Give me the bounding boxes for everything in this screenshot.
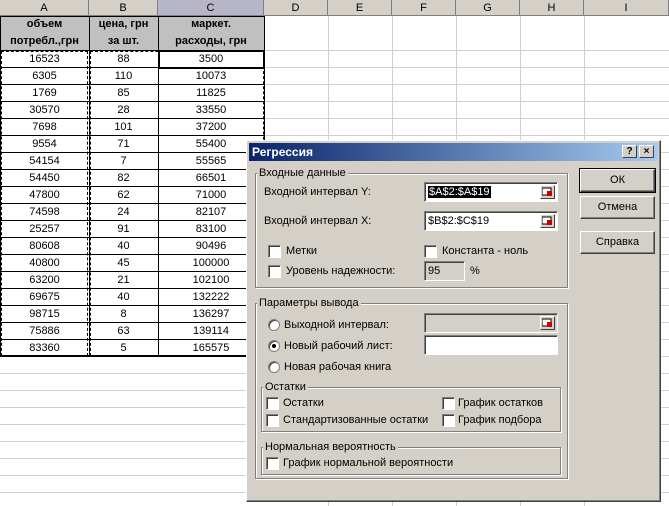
input-x-label: Входной интервал X:: [264, 215, 372, 227]
std-residuals-label[interactable]: Стандартизованные остатки: [283, 414, 429, 426]
header-cell-a[interactable]: [0, 16, 89, 50]
normal-group-label: Нормальная вероятность: [265, 441, 396, 453]
cell-a[interactable]: 25257: [0, 221, 89, 238]
cell-a[interactable]: 9554: [0, 136, 89, 153]
cell-a[interactable]: 7698: [0, 119, 89, 136]
labels-checkbox[interactable]: [268, 245, 281, 258]
cell-b[interactable]: 28: [89, 102, 158, 119]
cell-a[interactable]: 30570: [0, 102, 89, 119]
regression-dialog: [246, 140, 661, 502]
percent-label: %: [470, 265, 480, 277]
normal-plot-label[interactable]: График нормальной вероятности: [283, 457, 454, 469]
header-line: расходы, грн: [175, 35, 247, 47]
cell-c[interactable]: 82107: [158, 204, 264, 221]
output-range-field[interactable]: [424, 313, 558, 333]
cell-c[interactable]: 136297: [158, 306, 264, 323]
dialog-title: Регрессия: [252, 145, 313, 159]
cell-a[interactable]: 47800: [0, 187, 89, 204]
cell-b[interactable]: 71: [89, 136, 158, 153]
cell-c[interactable]: 66501: [158, 170, 264, 187]
residuals-group-label: Остатки: [265, 381, 306, 393]
constant-zero-label[interactable]: Константа - ноль: [442, 245, 529, 257]
table-border: [89, 16, 90, 356]
cell-c[interactable]: 139114: [158, 323, 264, 340]
cell-c[interactable]: 132222: [158, 289, 264, 306]
column-header-g[interactable]: G: [456, 0, 520, 16]
cell-b[interactable]: 45: [89, 255, 158, 272]
cell-b[interactable]: 110: [89, 68, 158, 85]
input-y-field[interactable]: [424, 182, 558, 202]
header-line: за шт.: [107, 35, 140, 47]
collapse-dialog-icon[interactable]: [540, 214, 555, 228]
confidence-field[interactable]: [424, 261, 465, 281]
column-header-a[interactable]: A: [0, 0, 89, 16]
header-cell-b[interactable]: [89, 16, 158, 50]
cell-c[interactable]: 37200: [158, 119, 264, 136]
cell-c[interactable]: 90496: [158, 238, 264, 255]
confidence-checkbox[interactable]: [268, 265, 281, 278]
cancel-button[interactable]: Отмена: [580, 196, 655, 219]
cell-b[interactable]: 40: [89, 238, 158, 255]
cell-c[interactable]: 10073: [158, 68, 264, 85]
cell-b[interactable]: 5: [89, 340, 158, 357]
column-header-c[interactable]: C: [158, 0, 264, 16]
header-line: объем: [26, 18, 63, 30]
header-line: маркет.: [191, 18, 231, 30]
close-icon[interactable]: ×: [639, 145, 654, 158]
ok-button[interactable]: ОК: [580, 169, 655, 192]
line-fit-label[interactable]: График подбора: [458, 414, 542, 426]
residual-plots-checkbox[interactable]: [442, 397, 455, 410]
line-fit-checkbox[interactable]: [442, 414, 455, 427]
column-header-i[interactable]: I: [584, 0, 669, 16]
cell-c[interactable]: 83100: [158, 221, 264, 238]
cell-c[interactable]: 165575: [158, 340, 264, 357]
cell-a[interactable]: 83360: [0, 340, 89, 357]
new-sheet-label[interactable]: Новый рабочий лист:: [284, 340, 393, 352]
help-button[interactable]: Справка: [580, 231, 655, 254]
table-border: [0, 50, 265, 51]
table-border: [158, 16, 159, 356]
collapse-dialog-icon[interactable]: [540, 185, 555, 199]
residuals-checkbox[interactable]: [266, 397, 279, 410]
header-line: потребл.,грн: [10, 35, 79, 47]
cell-c[interactable]: 33550: [158, 102, 264, 119]
normal-plot-checkbox[interactable]: [266, 457, 279, 470]
cell-b[interactable]: 7: [89, 153, 158, 170]
cell-c[interactable]: 102100: [158, 272, 264, 289]
collapse-dialog-icon[interactable]: [540, 316, 555, 330]
cell-b[interactable]: 62: [89, 187, 158, 204]
input-group-label: Входные данные: [259, 167, 346, 179]
output-range-label[interactable]: Выходной интервал:: [284, 319, 389, 331]
cell-b[interactable]: 63: [89, 323, 158, 340]
new-sheet-radio[interactable]: [268, 340, 280, 352]
std-residuals-checkbox[interactable]: [266, 414, 279, 427]
column-header-f[interactable]: F: [392, 0, 456, 16]
cell-a[interactable]: 63200: [0, 272, 89, 289]
cell-a[interactable]: 74598: [0, 204, 89, 221]
cell-b[interactable]: 40: [89, 289, 158, 306]
cell-c[interactable]: 100000: [158, 255, 264, 272]
cell-b[interactable]: 85: [89, 85, 158, 102]
cell-b[interactable]: 8: [89, 306, 158, 323]
cell-a[interactable]: 98715: [0, 306, 89, 323]
cell-a[interactable]: 54154: [0, 153, 89, 170]
cell-c[interactable]: 55400: [158, 136, 264, 153]
new-book-label[interactable]: Новая рабочая книга: [284, 361, 392, 373]
cell-c[interactable]: 3500: [158, 51, 264, 68]
cell-b[interactable]: 91: [89, 221, 158, 238]
cell-b[interactable]: 101: [89, 119, 158, 136]
cell-a[interactable]: 54450: [0, 170, 89, 187]
help-icon[interactable]: ?: [622, 145, 637, 158]
column-header-e[interactable]: E: [328, 0, 392, 16]
cell-a[interactable]: 1769: [0, 85, 89, 102]
cell-c[interactable]: 71000: [158, 187, 264, 204]
cell-a[interactable]: 80608: [0, 238, 89, 255]
cell-c[interactable]: 55565: [158, 153, 264, 170]
output-group-label: Параметры вывода: [259, 297, 359, 309]
cell-b[interactable]: 82: [89, 170, 158, 187]
input-y-value: $A$2:$A$19: [429, 186, 490, 198]
residuals-label[interactable]: Остатки: [283, 397, 324, 409]
cell-b[interactable]: 24: [89, 204, 158, 221]
column-header-h[interactable]: H: [520, 0, 584, 16]
header-line: цена, грн: [98, 18, 149, 30]
column-header-d[interactable]: D: [264, 0, 328, 16]
cell-a[interactable]: 6305: [0, 68, 89, 85]
column-header-b[interactable]: B: [89, 0, 158, 16]
dialog-titlebar[interactable]: [249, 143, 658, 161]
constant-zero-checkbox[interactable]: [424, 245, 437, 258]
confidence-label[interactable]: Уровень надежности:: [286, 265, 396, 277]
cell-a[interactable]: 40800: [0, 255, 89, 272]
labels-label[interactable]: Метки: [286, 245, 318, 257]
new-sheet-field[interactable]: [424, 335, 558, 355]
input-x-value: $B$2:$C$19: [428, 215, 490, 227]
output-range-radio[interactable]: [268, 319, 280, 331]
new-book-radio[interactable]: [268, 361, 280, 373]
input-x-field[interactable]: [424, 211, 558, 231]
cell-c[interactable]: 11825: [158, 85, 264, 102]
input-y-label: Входной интервал Y:: [264, 186, 371, 198]
header-cell-c[interactable]: [158, 16, 264, 50]
residual-plots-label[interactable]: График остатков: [458, 397, 543, 409]
cell-a[interactable]: 69675: [0, 289, 89, 306]
cell-b[interactable]: 88: [89, 51, 158, 68]
confidence-value: 95: [428, 265, 441, 277]
cell-b[interactable]: 21: [89, 272, 158, 289]
cell-a[interactable]: 75886: [0, 323, 89, 340]
cell-a[interactable]: 16523: [0, 51, 89, 68]
